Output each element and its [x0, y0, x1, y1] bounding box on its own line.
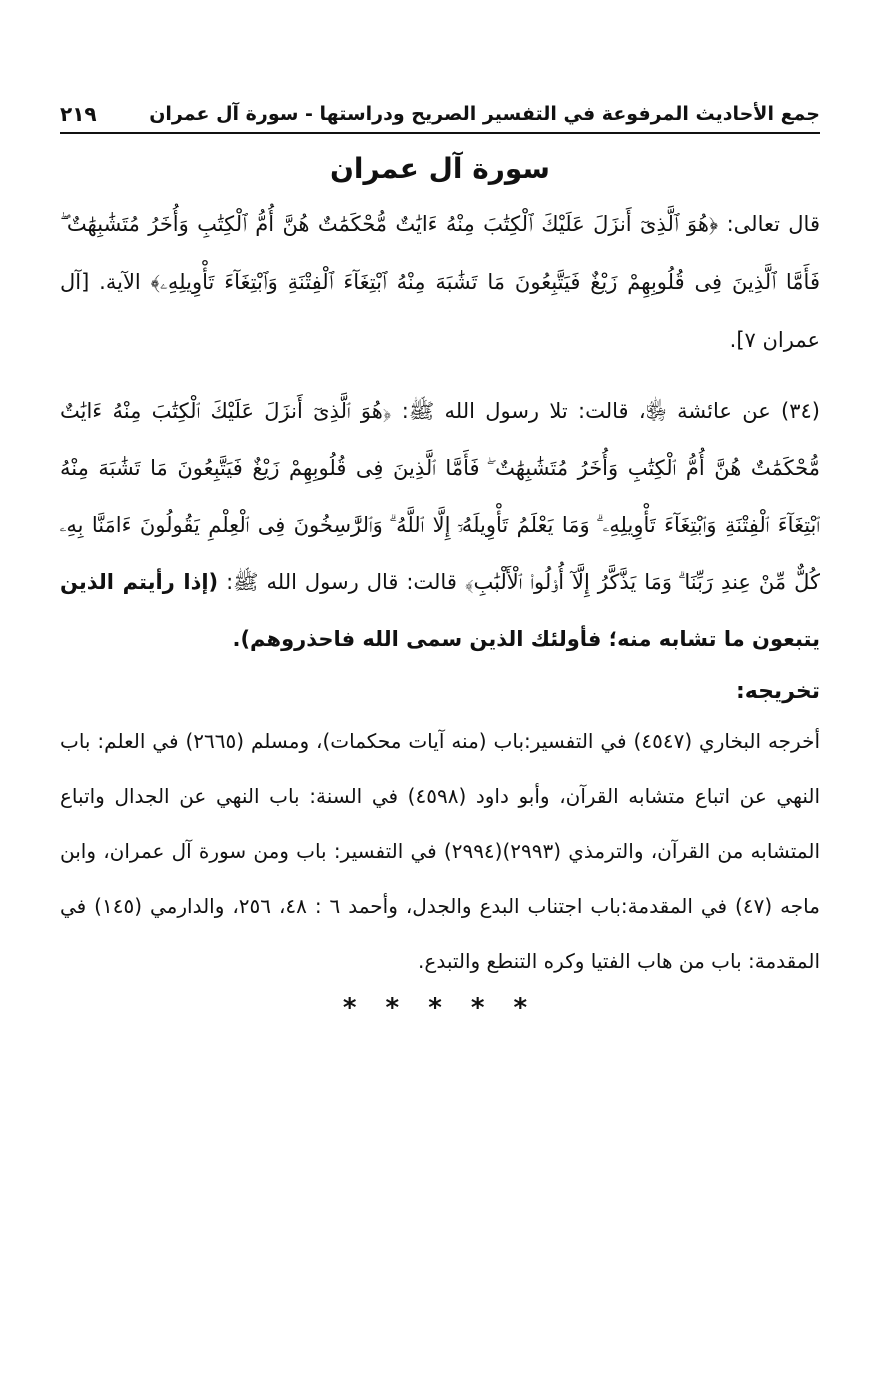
- hadith-text: (٣٤) عن عائشة ﵂، قالت: تلا رسول الله ﷺ: ﴿هُوَ ٱلَّذِىٓ أَنزَلَ عَلَيْكَ ٱلْكِتَٰبَ مِنْهُ ءَايَٰتٌ مُّحْكَمَٰتٌ هُنَّ أُمُّ ٱلْكِتَٰبِ وَأُخَرُ مُتَشَٰبِهَٰتٌ ۖ فَأَمَّا ٱلَّذِينَ فِى قُلُوبِهِمْ زَيْغٌ فَيَتَّبِعُونَ مَا تَشَٰبَهَ مِنْهُ ٱبْتِغَآءَ ٱلْفِتْنَةِ وَٱبْتِغَآءَ تَأْوِيلِهِۦ ۗ وَمَا يَعْلَمُ تَأْوِيلَهُۥٓ إِلَّا ٱللَّهُ ۗ وَٱلرَّٰسِخُونَ فِى ٱلْعِلْمِ يَقُولُونَ ءَامَنَّا بِهِۦ كُلٌّ مِّنْ عِندِ رَبِّنَا ۗ وَمَا يَذَّكَّرُ إِلَّآ أُو۟لُوا۟ ٱلْأَلْبَٰبِ﴾ قالت: قال رسول الله ﷺ:: [60, 399, 820, 594]
- surah-title: سورة آل عمران: [330, 152, 550, 185]
- intro-paragraph: قال تعالى: ﴿هُوَ ٱلَّذِىٓ أَنزَلَ عَلَيْكَ ٱلْكِتَٰبَ مِنْهُ ءَايَٰتٌ مُّحْكَمَٰتٌ هُنَّ أُمُّ ٱلْكِتَٰبِ وَأُخَرُ مُتَشَٰبِهَٰتٌ ۖ فَأَمَّا ٱلَّذِينَ فِى قُلُوبِهِمْ زَيْغٌ فَيَتَّبِعُونَ مَا تَشَٰبَهَ مِنْهُ ٱبْتِغَآءَ ٱلْفِتْنَةِ وَٱبْتِغَآءَ تَأْوِيلِهِۦ﴾ الآية. [آل عمران ٧].: [60, 212, 820, 352]
- hadith-section: [60, 383, 820, 668]
- running-header: [60, 96, 820, 134]
- header-title: جمع الأحاديث المرفوعة في التفسير الصريح ودراستها - سورة آل عمران: [149, 103, 820, 125]
- intro-section: [60, 195, 820, 369]
- takhrij-heading: تخريجه:: [735, 679, 820, 704]
- hadith-saying: (إذا رأيتم الذين يتبعون ما تشابه منه؛ فأولئك الذين سمى الله فاحذروهم).: [60, 570, 820, 651]
- takhrij-section: [60, 672, 820, 989]
- hadith-paragraph: [60, 383, 820, 668]
- page-number: ٢١٩: [60, 102, 97, 126]
- section-separator: * * * * *: [342, 993, 538, 1023]
- takhrij-paragraph: أخرجه البخاري (٤٥٤٧) في التفسير:باب (منه آيات محكمات)، ومسلم (٢٦٦٥) في العلم: باب النهي عن اتباع متشابه القرآن، وأبو داود (٤٥٩٨) في السنة: باب النهي عن الجدال واتباع المتشابه من القرآن، والترمذي (٢٩٩٣)(٢٩٩٤) في التفسير: باب ومن سورة آل عمران، وابن ماجه (٤٧) في المقدمة:باب اجتناب البدع والجدل، وأحمد ٦ : ٤٨، ٢٥٦، والدارمي (١٤٥) في المقدمة: باب من هاب الفتيا وكره التنطع والتبدع.: [60, 729, 821, 973]
- page-body: [60, 150, 820, 1023]
